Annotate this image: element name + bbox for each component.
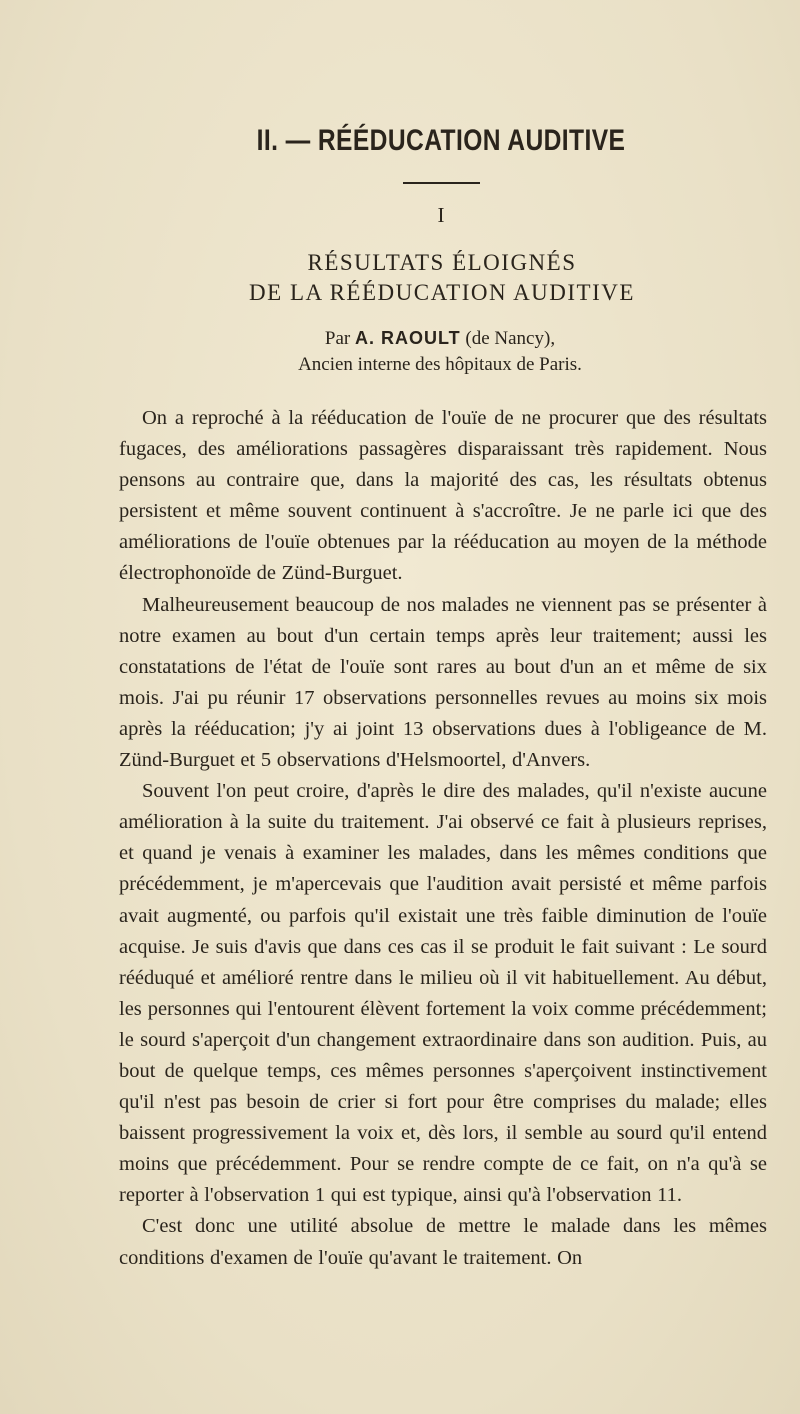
title-divider (403, 182, 480, 184)
paragraph: Souvent l'on peut croire, d'après le dire des malades, qu'il n'existe aucune amélioration à la suite du traitement. J'ai observé ce fait à plusieurs reprises, et quand je venais à examiner les malades, dans les mêmes conditions que précédemment, je m'apercevais que l'audition avait persisté et même parfois avait augmenté, ou parfois qu'il existait une très faible diminution de l'ouïe acquise. Je suis d'avis que dans ces cas il se produit le fait suivant : Le sourd rééduqué et amélioré rentre dans le milieu où il vit habituellement. Au début, les personnes qui l'entourent élèvent fortement la voix comme précédemment; le sourd s'aperçoit d'un changement extraordinaire dans son audition. Puis, au bout de quelque temps, ces mêmes personnes s'aperçoivent instinctivement qu'il n'est pas besoin de crier si fort pour être comprises du malade; elles baissent progressivement la voix et, dès lors, il semble au sourd qu'il entend moins que précédemment. Pour se rendre compte de ce fait, on n'a qu'à se reporter à l'observation 1 qui est typique, ainsi qu'à l'observation 11. (119, 780, 767, 1207)
byline (0, 325, 800, 378)
author-location: (de Nancy), (465, 328, 556, 349)
paragraph: Malheureusement beaucoup de nos malades ne viennent pas se présenter à notre examen au bout d'un certain temps après leur traitement; aussi les constatations de l'état de l'ouïe sont rares au bout d'un an et même de six mois. J'ai pu réunir 17 observations personnelles revues au moins six mois après la rééducation; j'y ai joint 13 observations dues à l'obligeance de M. Zünd-Burguet et 5 observations d'Helsmoortel, d'Anvers. (119, 593, 767, 772)
article-title-line-2: DE LA RÉÉDUCATION AUDITIVE (249, 280, 635, 305)
byline-author-line (0, 325, 800, 352)
chapter-title: II. — RÉÉDUCATION AUDITIVE (256, 124, 626, 157)
paragraph: On a reproché à la rééducation de l'ouïe de ne procurer que des résultats fugaces, des améliorations passagères disparaissant très rapidement. Nous pensons au contraire que, dans la majorité des cas, les résultats obtenus persistent et même souvent continuent à s'accroître. Je ne parle ici que des améliorations de l'ouïe obtenues par la rééducation au moyen de la méthode électrophonoïde de Zünd-Burguet. (119, 407, 767, 585)
byline-prefix: Par (324, 328, 351, 349)
author-title: Ancien interne des hôpitaux de Paris. (298, 354, 582, 375)
article-title-line-1: RÉSULTATS ÉLOIGNÉS (307, 250, 577, 275)
section-number: I (437, 203, 445, 227)
article-title (0, 248, 800, 308)
body-text (119, 403, 767, 1274)
author-name: A. RAOULT (354, 328, 461, 348)
paragraph: C'est donc une utilité absolue de mettre le malade dans les mêmes conditions d'examen de l'ouïe qu'avant le traitement. On (119, 1215, 767, 1269)
